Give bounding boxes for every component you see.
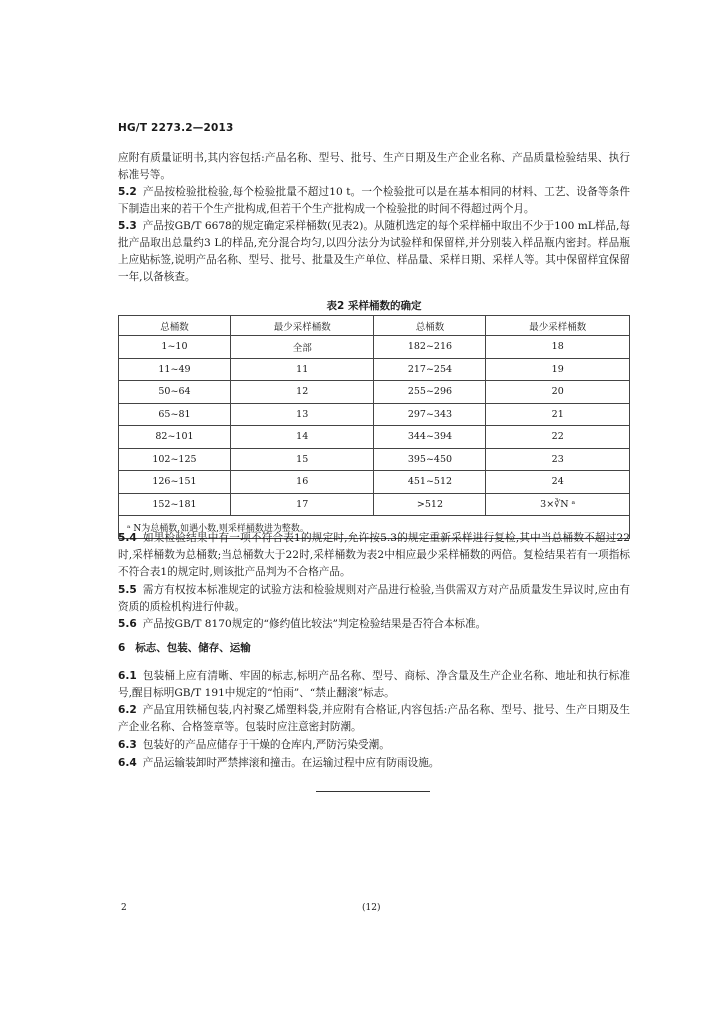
table-cell: 12	[230, 381, 374, 404]
table-cell: 3×∛N ᵃ	[486, 493, 630, 516]
section-number: 6	[118, 642, 126, 654]
clause-6-1	[118, 668, 630, 702]
header-total-barrels: 总桶数	[119, 316, 231, 336]
clause-text: 产品宜用铁桶包装,内衬聚乙烯塑料袋,并应附有合格证,内容包括:产品名称、型号、批号、生产日期及生产企业名称、合格签章等。包装时应注意密封防潮。	[118, 704, 630, 733]
table-cell: 14	[230, 426, 374, 449]
clause-6-4	[118, 755, 630, 772]
center-page-mark: (12)	[362, 903, 381, 913]
table-cell: 全部	[230, 336, 374, 359]
header-total-barrels: 总桶数	[374, 316, 486, 336]
clause-5-2	[118, 184, 630, 218]
table-cell: 24	[486, 471, 630, 494]
table-2-sampling-barrels	[118, 315, 630, 539]
table-cell: 126~151	[119, 471, 231, 494]
table-header-row	[119, 316, 630, 336]
clause-number: 6.2	[118, 704, 137, 716]
table-cell: 217~254	[374, 358, 486, 381]
table-row	[119, 471, 630, 494]
table-cell: 13	[230, 403, 374, 426]
section-title: 标志、包装、储存、运输	[135, 642, 251, 654]
clause-number: 5.4	[118, 532, 137, 544]
clause-text: 产品运输装卸时严禁摔滚和撞击。在运输过程中应有防雨设施。	[142, 757, 440, 769]
clause-6-3	[118, 737, 630, 754]
standard-code-header: HG/T 2273.2—2013	[118, 122, 234, 134]
table-cell: 16	[230, 471, 374, 494]
table-row	[119, 448, 630, 471]
table-cell: 1~10	[119, 336, 231, 359]
table-cell: 11	[230, 358, 374, 381]
table-cell: 451~512	[374, 471, 486, 494]
table-cell: 65~81	[119, 403, 231, 426]
clause-number: 5.3	[118, 220, 137, 232]
clause-number: 6.1	[118, 670, 137, 682]
page-number: 2	[121, 903, 127, 913]
table-cell: 19	[486, 358, 630, 381]
table-row	[119, 403, 630, 426]
clause-5-4	[118, 530, 630, 581]
clause-5-6	[118, 616, 630, 633]
clause-number: 6.3	[118, 739, 137, 751]
table-2-caption: 表2 采样桶数的确定	[326, 300, 422, 312]
clause-number: 5.2	[118, 186, 137, 198]
section-6-heading	[118, 640, 251, 655]
clause-6-2	[118, 702, 630, 736]
table-cell: 20	[486, 381, 630, 404]
clause-text: 产品按GB/T 6678的规定确定采样桶数(见表2)。从随机选定的每个采样桶中取出不少于100 mL样品,每批产品取出总量约3 L的样品,充分混合均匀,以四分法分为试验样和保留样,并分别装入样品瓶内密封。样品瓶上应贴标签,说明产品名称、型号、批号、批量及生产单位、样品量、采样日期、采样人等。其中保留样宜保留一年,以备核查。	[118, 220, 630, 283]
table-cell: 255~296	[374, 381, 486, 404]
table-row	[119, 426, 630, 449]
clause-text: 如果检验结果中有一项不符合表1的规定时,允许按5.3的规定重新采样进行复检,其中当总桶数不超过22时,采样桶数为总桶数;当总桶数大于22时,采样桶数为表2中相应最少采样桶数的两倍。复检结果若有一项指标不符合表1的规定时,则该批产品判为不合格产品。	[118, 532, 630, 578]
header-min-sample: 最少采样桶数	[230, 316, 374, 336]
clause-5-5	[118, 582, 630, 616]
header-min-sample: 最少采样桶数	[486, 316, 630, 336]
clause-number: 5.6	[118, 618, 137, 630]
clause-text: 产品按GB/T 8170规定的“修约值比较法”判定检验结果是否符合本标准。	[142, 618, 487, 630]
table-cell: 152~181	[119, 493, 231, 516]
table-cell: 82~101	[119, 426, 231, 449]
table-row	[119, 336, 630, 359]
clause-5-3	[118, 218, 630, 286]
table-cell: 297~343	[374, 403, 486, 426]
table-cell: 50~64	[119, 381, 231, 404]
clause-text: 需方有权按本标准规定的试验方法和检验规则对产品进行检验,当供需双方对产品质量发生异议时,应由有资质的质检机构进行仲裁。	[118, 584, 630, 613]
paragraph-text: 应附有质量证明书,其内容包括:产品名称、型号、批号、生产日期及生产企业名称、产品质量检验结果、执行标准号等。	[118, 152, 630, 181]
clause-text: 包装好的产品应储存于干燥的仓库内,严防污染受潮。	[142, 739, 390, 751]
clause-number: 6.4	[118, 757, 137, 769]
clause-text: 产品按检验批检验,每个检验批量不超过10 t。一个检验批可以是在基本相同的材料、工艺、设备等条件下制造出来的若干个生产批构成,但若干个生产批构成一个检验批的时间不得超过两个月。	[118, 186, 630, 215]
table-footnote: ᵃ N为总桶数,如遇小数,则采样桶数进为整数。	[119, 516, 630, 539]
table-row	[119, 381, 630, 404]
table-cell: 102~125	[119, 448, 231, 471]
table-cell: 15	[230, 448, 374, 471]
table-row	[119, 493, 630, 516]
table-cell: 11~49	[119, 358, 231, 381]
table-cell: 21	[486, 403, 630, 426]
table-cell: >512	[374, 493, 486, 516]
table-cell: 23	[486, 448, 630, 471]
table-cell: 17	[230, 493, 374, 516]
table-row	[119, 358, 630, 381]
paragraph-5-1-continued	[118, 150, 630, 184]
clause-text: 包装桶上应有清晰、牢固的标志,标明产品名称、型号、商标、净含量及生产企业名称、地址和执行标准号,醒目标明GB/T 191中规定的“怕雨”、“禁止翻滚”标志。	[118, 670, 630, 699]
clause-number: 5.5	[118, 584, 137, 596]
table-cell: 18	[486, 336, 630, 359]
table-cell: 22	[486, 426, 630, 449]
table-cell: 344~394	[374, 426, 486, 449]
end-rule-divider	[316, 791, 430, 792]
table-cell: 182~216	[374, 336, 486, 359]
table-cell: 395~450	[374, 448, 486, 471]
